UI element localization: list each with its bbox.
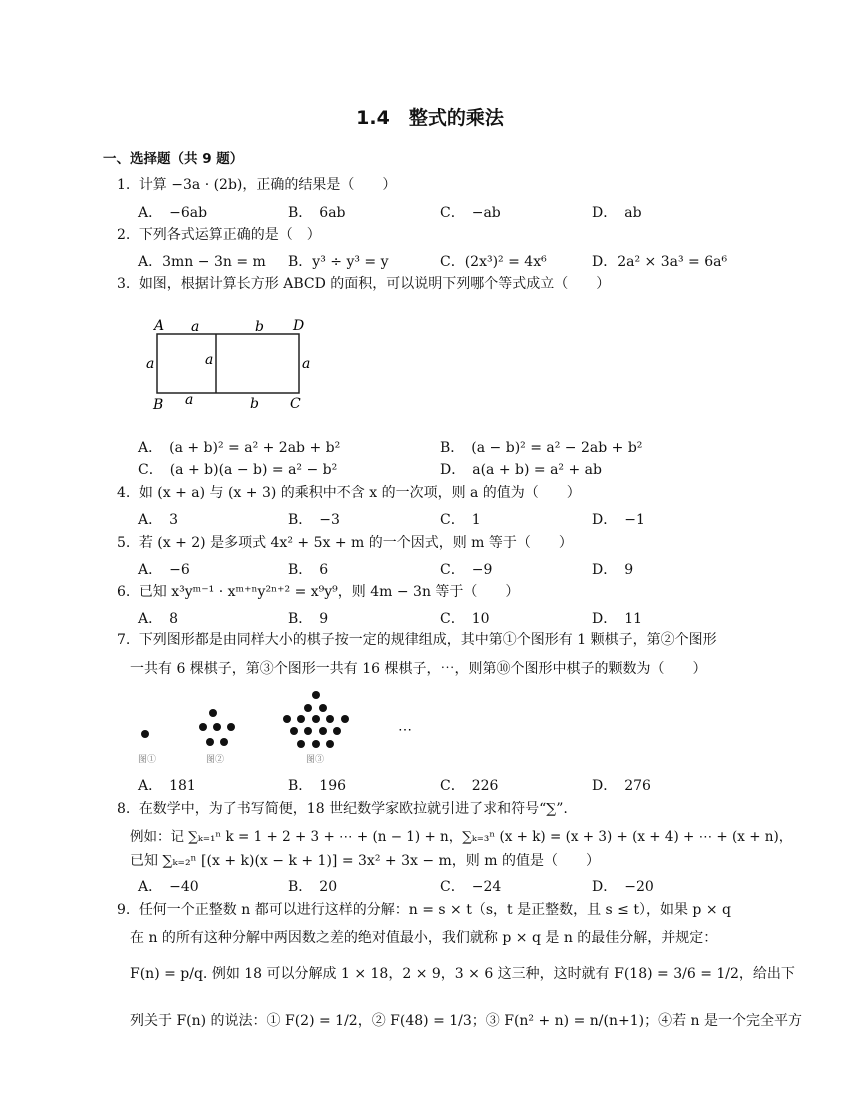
- option-c: C． −24: [440, 879, 502, 895]
- question-9: [117, 900, 731, 920]
- question-number: 9.: [117, 902, 131, 918]
- option-d: D． 9: [592, 562, 634, 578]
- option-c: C． 10: [440, 611, 490, 627]
- label-D: D: [293, 318, 305, 334]
- option-c: C． 1: [440, 512, 481, 528]
- option-a: A． (a + b)² = a² + 2ab + b²: [138, 440, 341, 456]
- page-title: 1.4 整式的乘法: [356, 107, 504, 129]
- dots-ellipsis: ⋯: [398, 722, 412, 738]
- question-stem: 任何一个正整数 n 都可以进行这样的分解：n = s × t（s，t 是正整数，且 s ≤ t），如果 p × q: [138, 902, 731, 918]
- question-9-line-2: 在 n 的所有这种分解中两因数之差的绝对值最小，我们就称 p × q 是 n 的最佳分解，并规定：: [130, 930, 718, 946]
- question-9-line-4: 列关于 F(n) 的说法：① F(2) = 1/2，② F(48) = 1/3；③ F(n² + n) = n/(n+1)；④若 n 是一个完全平方: [130, 1013, 802, 1029]
- label-left-a: a: [146, 356, 155, 372]
- option-a: A． 3: [138, 512, 179, 528]
- label-right-a: a: [302, 356, 311, 372]
- question-number: 8.: [117, 801, 131, 817]
- option-a: A． 181: [138, 778, 196, 794]
- option-a: A．3mn − 3n = m: [138, 254, 266, 270]
- question-8-line-2: 例如：记 ∑ₖ₌₁ⁿ k = 1 + 2 + 3 + ⋯ + (n − 1) + n，∑ₖ₌₃ⁿ (x + k) = (x + 3) + (x + 4) + ⋯ + (x + n)，: [130, 829, 793, 845]
- label-B: B: [153, 397, 164, 413]
- question-stem: 在数学中，为了书写简便，18 世纪数学家欧拉就引进了求和符号“∑”.: [138, 801, 568, 817]
- section-heading: 一、选择题（共 9 题）: [103, 151, 244, 167]
- question-8-line-3: 已知 ∑ₖ₌₂ⁿ [(x + k)(x − k + 1)] = 3x² + 3x − m，则 m 的值是（ ）: [130, 853, 600, 869]
- question-1: [117, 175, 396, 195]
- question-stem: 如图，根据计算长方形 ABCD 的面积，可以说明下列哪个等式成立（ ）: [138, 276, 611, 292]
- question-stem: 如 (x + a) 与 (x + 3) 的乘积中不含 x 的一次项，则 a 的值为（ ）: [138, 485, 581, 501]
- option-a: A． −6ab: [138, 205, 208, 221]
- question-3: [117, 274, 610, 294]
- question-number: 2.: [117, 227, 131, 243]
- label-C: C: [290, 396, 301, 412]
- option-b: B． 196: [288, 778, 347, 794]
- question-stem: 计算 −3a · (2b)，正确的结果是（ ）: [138, 177, 397, 193]
- option-d: D． 11: [592, 611, 643, 627]
- option-b: B． 20: [288, 879, 338, 895]
- question-5: [117, 533, 573, 553]
- question-number: 6.: [117, 584, 131, 600]
- option-b: B． 6ab: [288, 205, 346, 221]
- option-d: D． 276: [592, 778, 651, 794]
- option-c: C． −ab: [440, 205, 501, 221]
- label-mid-a: a: [205, 352, 214, 368]
- option-d: D． a(a + b) = a² + ab: [440, 462, 602, 478]
- option-c: C．(2x³)² = 4x⁶: [440, 254, 547, 270]
- option-b: B． 6: [288, 562, 329, 578]
- question-6: [117, 582, 519, 602]
- question-7: [117, 630, 717, 650]
- option-c: C． (a + b)(a − b) = a² − b²: [138, 462, 338, 478]
- label-top-a: a: [191, 319, 200, 335]
- question-stem: 已知 x³yᵐ⁻¹ · xᵐ⁺ⁿy²ⁿ⁺² = x⁹y⁹，则 4m − 3n 等于（ ）: [138, 584, 520, 600]
- label-top-b: b: [255, 319, 264, 335]
- option-d: D． ab: [592, 205, 642, 221]
- fig-label-1: 图①: [138, 755, 157, 765]
- question-number: 7.: [117, 632, 131, 648]
- label-bot-b: b: [250, 396, 259, 412]
- question-2: [117, 225, 321, 245]
- option-b: B．y³ ÷ y³ = y: [288, 254, 389, 270]
- rectangle-figure: [140, 312, 320, 416]
- option-d: D． −1: [592, 512, 645, 528]
- option-b: B． (a − b)² = a² − 2ab + b²: [440, 440, 643, 456]
- question-4: [117, 483, 581, 503]
- option-b: B． 9: [288, 611, 329, 627]
- question-number: 5.: [117, 535, 131, 551]
- question-8: [117, 799, 568, 819]
- option-c: C． 226: [440, 778, 499, 794]
- option-c: C． −9: [440, 562, 493, 578]
- fig-label-3: 图③: [306, 755, 325, 765]
- question-7-line-2: 一共有 6 棵棋子，第③个图形一共有 16 棵棋子，⋯，则第⑩个图形中棋子的颗数为（ ）: [130, 661, 707, 677]
- fig-label-2: 图②: [206, 755, 225, 765]
- question-number: 3.: [117, 276, 131, 292]
- question-stem: 若 (x + 2) 是多项式 4x² + 5x + m 的一个因式，则 m 等于（ ）: [138, 535, 573, 551]
- question-9-line-3: F(n) = p/q. 例如 18 可以分解成 1 × 18，2 × 9，3 × 6 这三种，这时就有 F(18) = 3/6 = 1/2，给出下: [130, 966, 795, 982]
- question-number: 4.: [117, 485, 131, 501]
- chess-pattern-figure: [130, 688, 430, 770]
- option-a: A． −40: [138, 879, 199, 895]
- option-d: D． −20: [592, 879, 654, 895]
- question-number: 1.: [117, 177, 131, 193]
- label-A: A: [154, 318, 165, 334]
- label-bot-a: a: [185, 392, 194, 408]
- option-d: D．2a² × 3a³ = 6a⁶: [592, 254, 728, 270]
- option-a: A． −6: [138, 562, 190, 578]
- option-a: A． 8: [138, 611, 179, 627]
- question-stem: 下列图形都是由同样大小的棋子按一定的规律组成，其中第①个图形有 1 颗棋子，第②个图形: [138, 632, 717, 648]
- question-stem: 下列各式运算正确的是（ ）: [138, 227, 321, 243]
- option-b: B． −3: [288, 512, 340, 528]
